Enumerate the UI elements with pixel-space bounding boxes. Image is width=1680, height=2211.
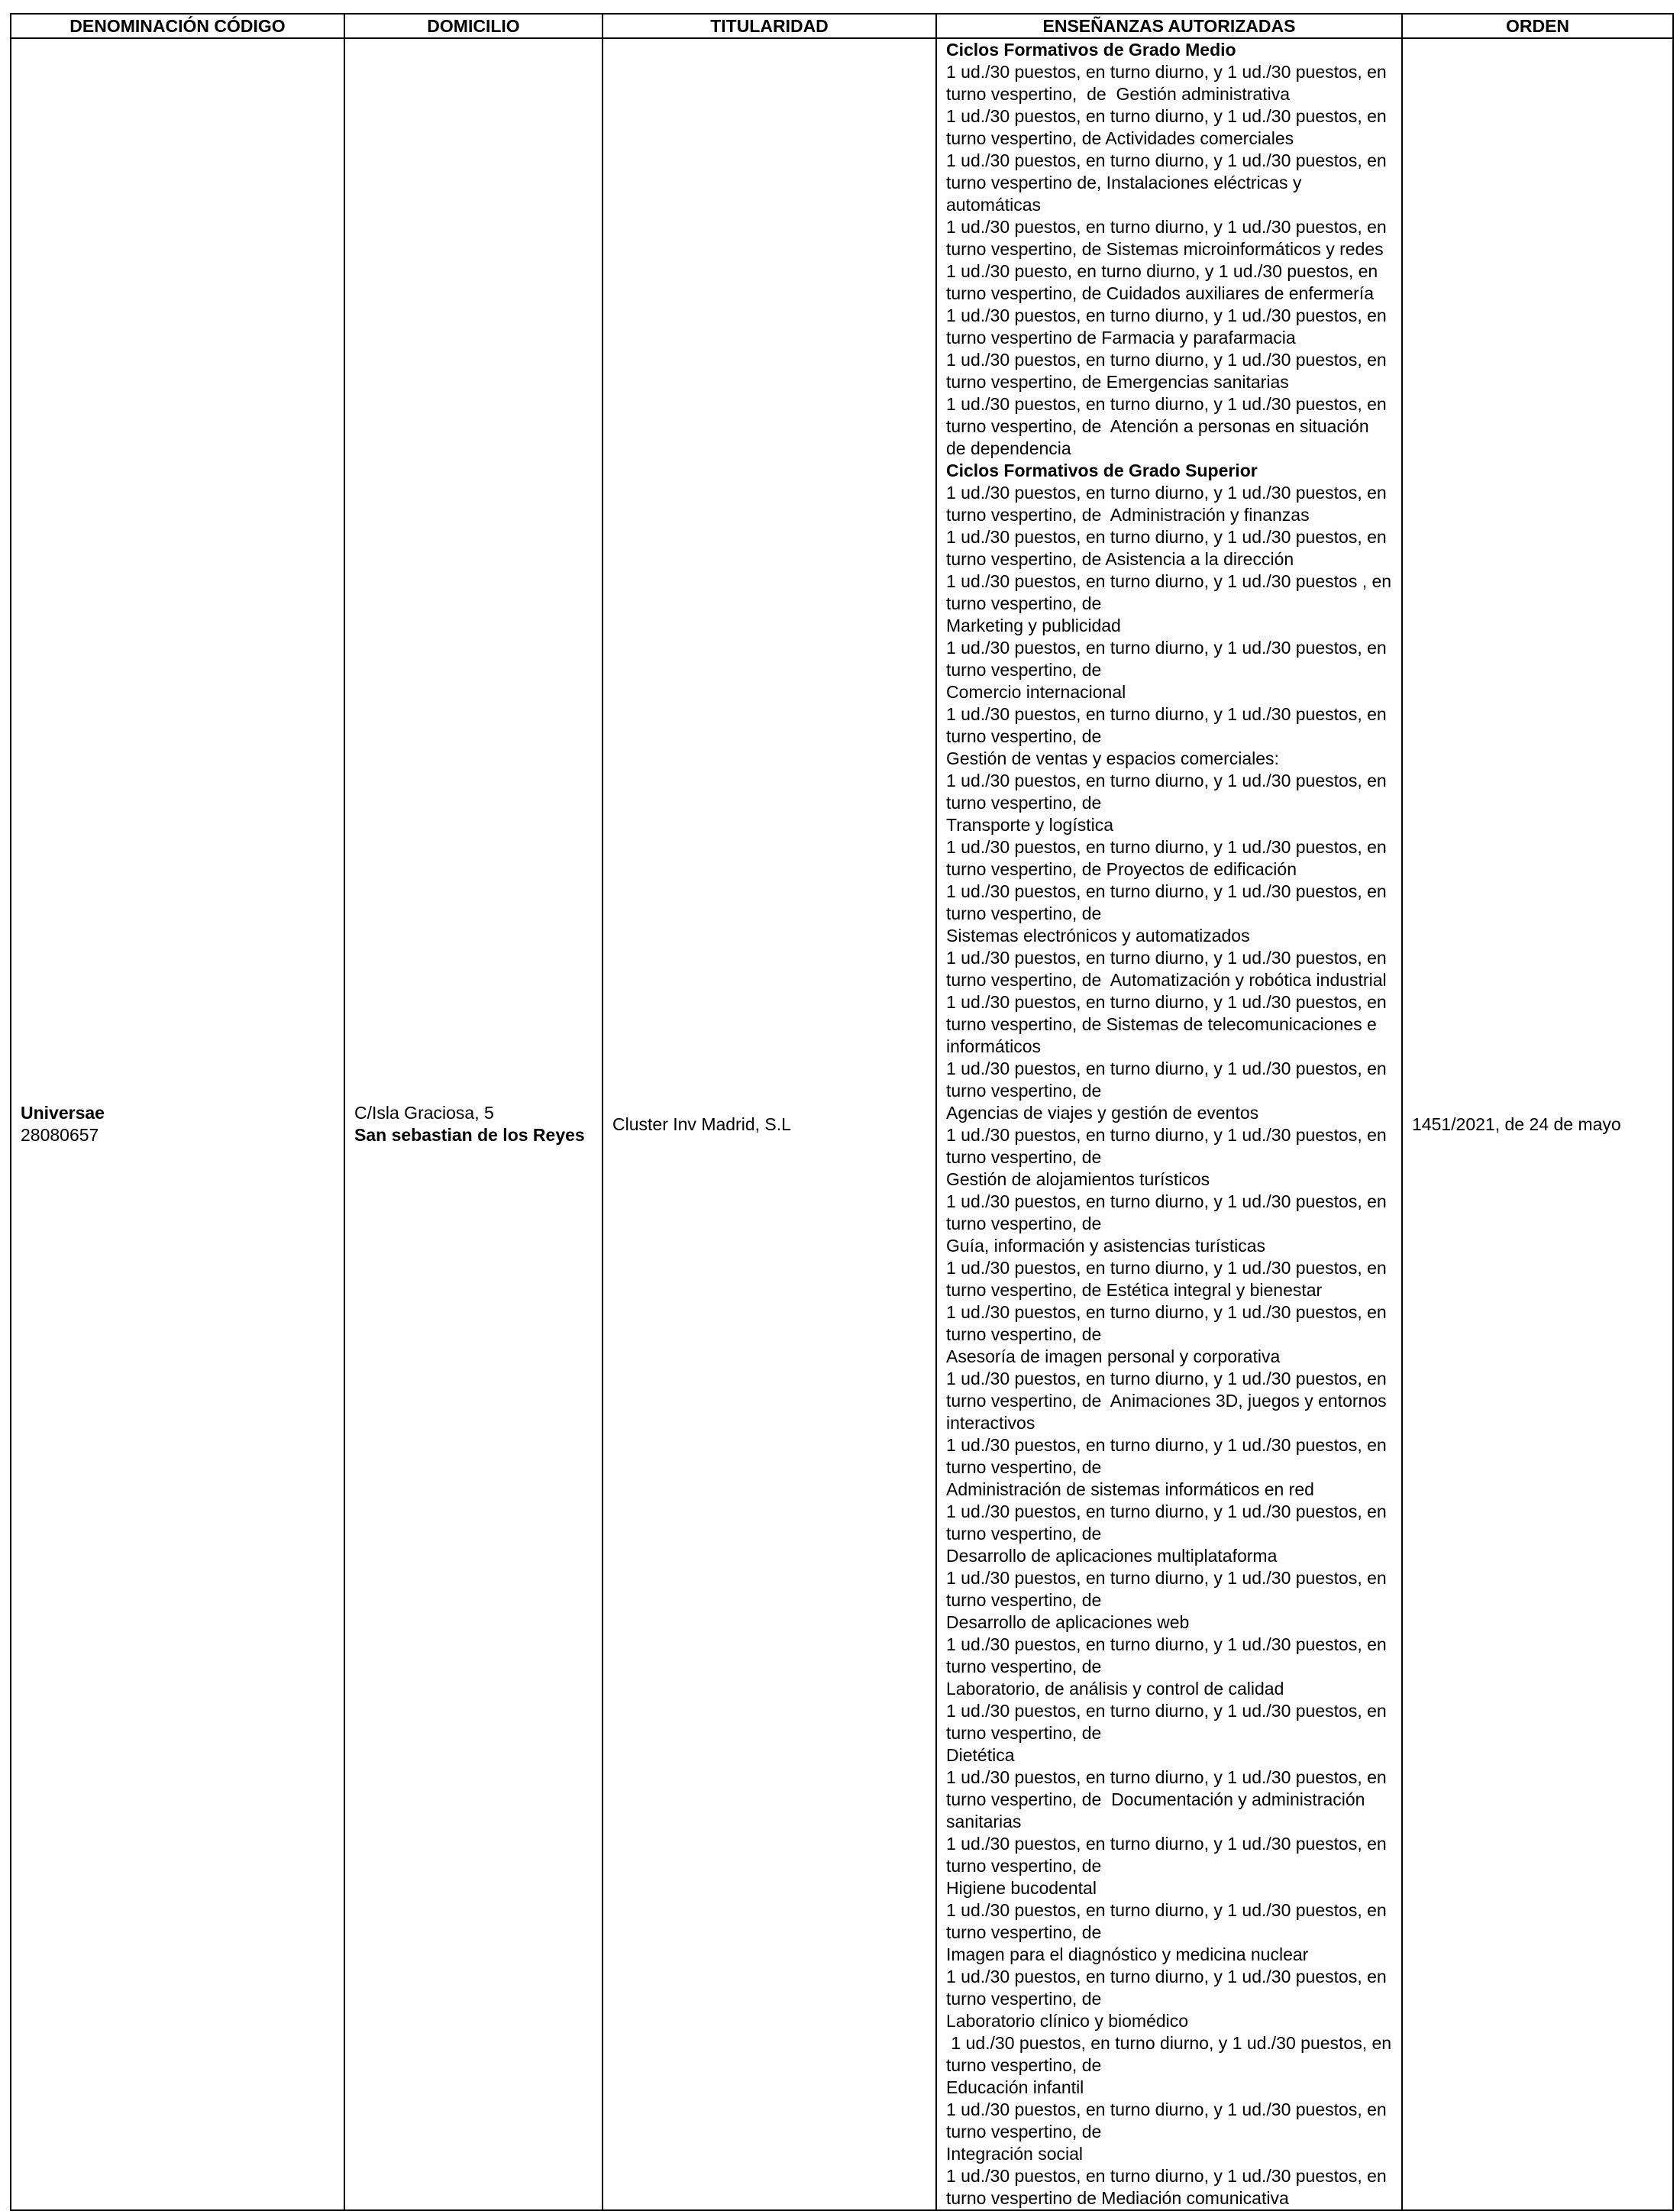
ensenanza-line: informáticos xyxy=(946,1036,1041,1056)
ensenanza-line: 1 ud./30 puestos, en turno diurno, y 1 ud./30 puestos, en xyxy=(946,2033,1392,2053)
ensenanza-line: 1 ud./30 puestos, en turno diurno, y 1 ud./30 puestos, en xyxy=(946,1701,1387,1721)
ensenanza-line: automáticas xyxy=(946,195,1042,215)
ensenanza-line: interactivos xyxy=(946,1413,1035,1433)
ensenanza-line: 1 ud./30 puestos, en turno diurno, y 1 ud./30 puestos, en xyxy=(946,1834,1387,1854)
ensenanzas-list xyxy=(946,39,1392,2209)
ensenanza-line: turno vespertino, de Actividades comerciales xyxy=(946,128,1294,148)
centre-name: Universae xyxy=(21,1103,105,1123)
order-reference: 1451/2021, de 24 de mayo xyxy=(1412,1114,1621,1134)
ensenanza-line: 1 ud./30 puestos, en turno diurno, y 1 ud./30 puestos, en xyxy=(946,948,1387,968)
ensenanza-line: Educación infantil xyxy=(946,2077,1084,2097)
ensenanza-line: turno vespertino, de xyxy=(946,2055,1102,2075)
ensenanza-line: turno vespertino, de xyxy=(946,1922,1102,1942)
ensenanza-line: Desarrollo de aplicaciones multiplataforma xyxy=(946,1546,1278,1566)
ensenanza-line: turno vespertino, de xyxy=(946,1457,1102,1477)
ensenanza-line: 1 ud./30 puestos, en turno diurno, y 1 ud./30 puestos, en xyxy=(946,1767,1387,1787)
cell-denominacion xyxy=(11,38,344,2210)
header-orden: ORDEN xyxy=(1402,14,1673,38)
ensenanza-line: 1 ud./30 puesto, en turno diurno, y 1 ud./30 puestos, en xyxy=(946,261,1378,281)
ensenanza-line: turno vespertino, de Cuidados auxiliares de enfermería xyxy=(946,283,1374,303)
ensenanza-line: 1 ud./30 puestos, en turno diurno, y 1 ud./30 puestos, en xyxy=(946,483,1387,503)
section-heading: Ciclos Formativos de Grado Medio xyxy=(946,40,1236,60)
ensenanza-line: turno vespertino, de xyxy=(946,1081,1102,1101)
ensenanza-line: Imagen para el diagnóstico y medicina nuclear xyxy=(946,1944,1309,1964)
ensenanza-line: turno vespertino, de xyxy=(946,593,1102,613)
ensenanza-line: 1 ud./30 puestos, en turno diurno, y 1 ud./30 puestos, en xyxy=(946,62,1387,82)
ensenanza-line: Guía, información y asistencias turísticas xyxy=(946,1236,1265,1256)
ensenanza-line: 1 ud./30 puestos, en turno diurno, y 1 ud./30 puestos, en xyxy=(946,771,1387,790)
ensenanza-line: de dependencia xyxy=(946,438,1071,458)
ensenanza-line: turno vespertino, de Animaciones 3D, juegos y entornos xyxy=(946,1391,1387,1411)
ensenanza-line: 1 ud./30 puestos, en turno diurno, y 1 ud./30 puestos, en xyxy=(946,305,1387,325)
ensenanza-line: turno vespertino, de Asistencia a la dirección xyxy=(946,549,1294,569)
centre-code: 28080657 xyxy=(21,1125,99,1145)
ensenanza-line: 1 ud./30 puestos, en turno diurno, y 1 ud./30 puestos, en xyxy=(946,704,1387,724)
ensenanza-line: 1 ud./30 puestos, en turno diurno, y 1 ud./30 puestos, en xyxy=(946,394,1387,414)
ensenanza-line: Transporte y logística xyxy=(946,815,1114,835)
municipality: San sebastian de los Reyes xyxy=(354,1125,585,1145)
ensenanza-line: 1 ud./30 puestos, en turno diurno, y 1 ud./30 puestos, en xyxy=(946,1125,1387,1145)
ensenanza-line: sanitarias xyxy=(946,1812,1022,1831)
ensenanza-line: Marketing y publicidad xyxy=(946,616,1121,635)
ensenanza-line: turno vespertino de Farmacia y parafarmacia xyxy=(946,328,1296,347)
ensenanza-line: 1 ud./30 puestos, en turno diurno, y 1 ud./30 puestos, en xyxy=(946,1568,1387,1588)
ensenanza-line: turno vespertino, de Documentación y administración xyxy=(946,1789,1365,1809)
ensenanza-line: turno vespertino, de Gestión administrativa xyxy=(946,84,1291,104)
ensenanza-line: turno vespertino, de Automatización y robótica industrial xyxy=(946,970,1387,990)
ensenanza-line: 1 ud./30 puestos, en turno diurno, y 1 ud./30 puestos, en xyxy=(946,992,1387,1012)
ensenanza-line: Sistemas electrónicos y automatizados xyxy=(946,926,1250,945)
ensenanza-line: 1 ud./30 puestos, en turno diurno, y 1 ud./30 puestos, en xyxy=(946,1967,1387,1986)
ensenanza-line: 1 ud./30 puestos, en turno diurno, y 1 ud./30 puestos, en xyxy=(946,2166,1387,2186)
ensenanza-line: 1 ud./30 puestos, en turno diurno, y 1 ud./30 puestos, en xyxy=(946,1302,1387,1322)
ensenanza-line: turno vespertino de, Instalaciones eléctricas y xyxy=(946,173,1302,192)
ensenanza-line: turno vespertino, de xyxy=(946,726,1102,746)
ensenanza-line: Asesoría de imagen personal y corporativa xyxy=(946,1346,1281,1366)
ensenanza-line: turno vespertino, de xyxy=(946,1989,1102,2009)
ensenanza-line: 1 ud./30 puestos, en turno diurno, y 1 ud./30 puestos, en xyxy=(946,106,1387,126)
cell-domicilio xyxy=(344,38,603,2210)
cell-titularidad xyxy=(603,38,936,2210)
ensenanza-line: 1 ud./30 puestos, en turno diurno, y 1 ud./30 puestos, en xyxy=(946,1634,1387,1654)
ensenanza-line: turno vespertino, de xyxy=(946,793,1102,813)
ensenanza-line: 1 ud./30 puestos, en turno diurno, y 1 ud./30 puestos, en xyxy=(946,1369,1387,1388)
street-address: C/Isla Graciosa, 5 xyxy=(354,1103,494,1123)
cell-ensenanzas xyxy=(936,38,1402,2210)
ensenanza-line: turno vespertino, de xyxy=(946,903,1102,923)
ensenanza-line: Gestión de alojamientos turísticos xyxy=(946,1169,1210,1189)
ensenanza-line: Higiene bucodental xyxy=(946,1878,1097,1898)
ensenanza-line: turno vespertino, de xyxy=(946,1324,1102,1344)
header-ensenanzas: ENSEÑANZAS AUTORIZADAS xyxy=(936,14,1402,38)
authorization-table xyxy=(10,13,1674,2211)
ensenanza-line: 1 ud./30 puestos, en turno diurno, y 1 ud./30 puestos , en xyxy=(946,571,1392,591)
ensenanza-line: 1 ud./30 puestos, en turno diurno, y 1 ud./30 puestos, en xyxy=(946,1059,1387,1078)
ensenanza-line: 1 ud./30 puestos, en turno diurno, y 1 ud./30 puestos, en xyxy=(946,1258,1387,1278)
ensenanza-line: Agencias de viajes y gestión de eventos xyxy=(946,1103,1259,1123)
cell-orden xyxy=(1402,38,1673,2210)
ensenanza-line: 1 ud./30 puestos, en turno diurno, y 1 ud./30 puestos, en xyxy=(946,837,1387,857)
ensenanza-line: 1 ud./30 puestos, en turno diurno, y 1 ud./30 puestos, en xyxy=(946,150,1387,170)
ensenanza-line: 1 ud./30 puestos, en turno diurno, y 1 ud./30 puestos, en xyxy=(946,1435,1387,1455)
ensenanza-line: turno vespertino, de xyxy=(946,1657,1102,1676)
ensenanza-line: 1 ud./30 puestos, en turno diurno, y 1 ud./30 puestos, en xyxy=(946,350,1387,370)
ensenanza-line: 1 ud./30 puestos, en turno diurno, y 1 ud./30 puestos, en xyxy=(946,881,1387,901)
ensenanza-line: Integración social xyxy=(946,2144,1083,2164)
ensenanza-line: Administración de sistemas informáticos en red xyxy=(946,1479,1314,1499)
ensenanza-line: turno vespertino, de xyxy=(946,1723,1102,1743)
ensenanza-line: turno vespertino de Mediación comunicativa xyxy=(946,2188,1289,2208)
header-titularidad: TITULARIDAD xyxy=(603,14,936,38)
ensenanza-line: turno vespertino, de xyxy=(946,1856,1102,1876)
header-denominacion: DENOMINACIÓN CÓDIGO xyxy=(11,14,344,38)
ensenanza-line: turno vespertino, de xyxy=(946,1147,1102,1167)
section-heading: Ciclos Formativos de Grado Superior xyxy=(946,461,1258,480)
ensenanza-line: turno vespertino, de Administración y finanzas xyxy=(946,505,1310,525)
header-domicilio: DOMICILIO xyxy=(344,14,603,38)
ensenanza-line: 1 ud./30 puestos, en turno diurno, y 1 ud./30 puestos, en xyxy=(946,527,1387,547)
ensenanza-line: 1 ud./30 puestos, en turno diurno, y 1 ud./30 puestos, en xyxy=(946,638,1387,658)
owner: Cluster Inv Madrid, S.L xyxy=(612,1114,791,1134)
ensenanza-line: Gestión de ventas y espacios comerciales: xyxy=(946,748,1279,768)
ensenanza-line: 1 ud./30 puestos, en turno diurno, y 1 ud./30 puestos, en xyxy=(946,1501,1387,1521)
ensenanza-line: Dietética xyxy=(946,1745,1015,1765)
ensenanza-line: Laboratorio clínico y biomédico xyxy=(946,2011,1189,2031)
header-row xyxy=(11,14,1673,38)
ensenanza-line: Desarrollo de aplicaciones web xyxy=(946,1612,1190,1632)
ensenanza-line: Laboratorio, de análisis y control de calidad xyxy=(946,1679,1284,1699)
ensenanza-line: turno vespertino, de Proyectos de edificación xyxy=(946,859,1297,879)
ensenanza-line: turno vespertino, de xyxy=(946,2122,1102,2142)
table-row xyxy=(11,38,1673,2210)
ensenanza-line: turno vespertino, de xyxy=(946,1524,1102,1543)
ensenanza-line: turno vespertino, de Atención a personas en situación xyxy=(946,416,1369,436)
ensenanza-line: turno vespertino, de Sistemas de telecomunicaciones e xyxy=(946,1014,1377,1034)
ensenanza-line: turno vespertino, de Sistemas microinformáticos y redes xyxy=(946,239,1384,259)
ensenanza-line: turno vespertino, de Emergencias sanitarias xyxy=(946,372,1289,392)
ensenanza-line: turno vespertino, de xyxy=(946,660,1102,680)
ensenanza-line: turno vespertino, de xyxy=(946,1214,1102,1233)
ensenanza-line: 1 ud./30 puestos, en turno diurno, y 1 ud./30 puestos, en xyxy=(946,1191,1387,1211)
ensenanza-line: 1 ud./30 puestos, en turno diurno, y 1 ud./30 puestos, en xyxy=(946,2099,1387,2119)
ensenanza-line: turno vespertino, de xyxy=(946,1590,1102,1610)
ensenanza-line: 1 ud./30 puestos, en turno diurno, y 1 ud./30 puestos, en xyxy=(946,1900,1387,1920)
ensenanza-line: turno vespertino, de Estética integral y bienestar xyxy=(946,1280,1323,1300)
ensenanza-line: 1 ud./30 puestos, en turno diurno, y 1 ud./30 puestos, en xyxy=(946,217,1387,237)
ensenanza-line: Comercio internacional xyxy=(946,682,1126,702)
